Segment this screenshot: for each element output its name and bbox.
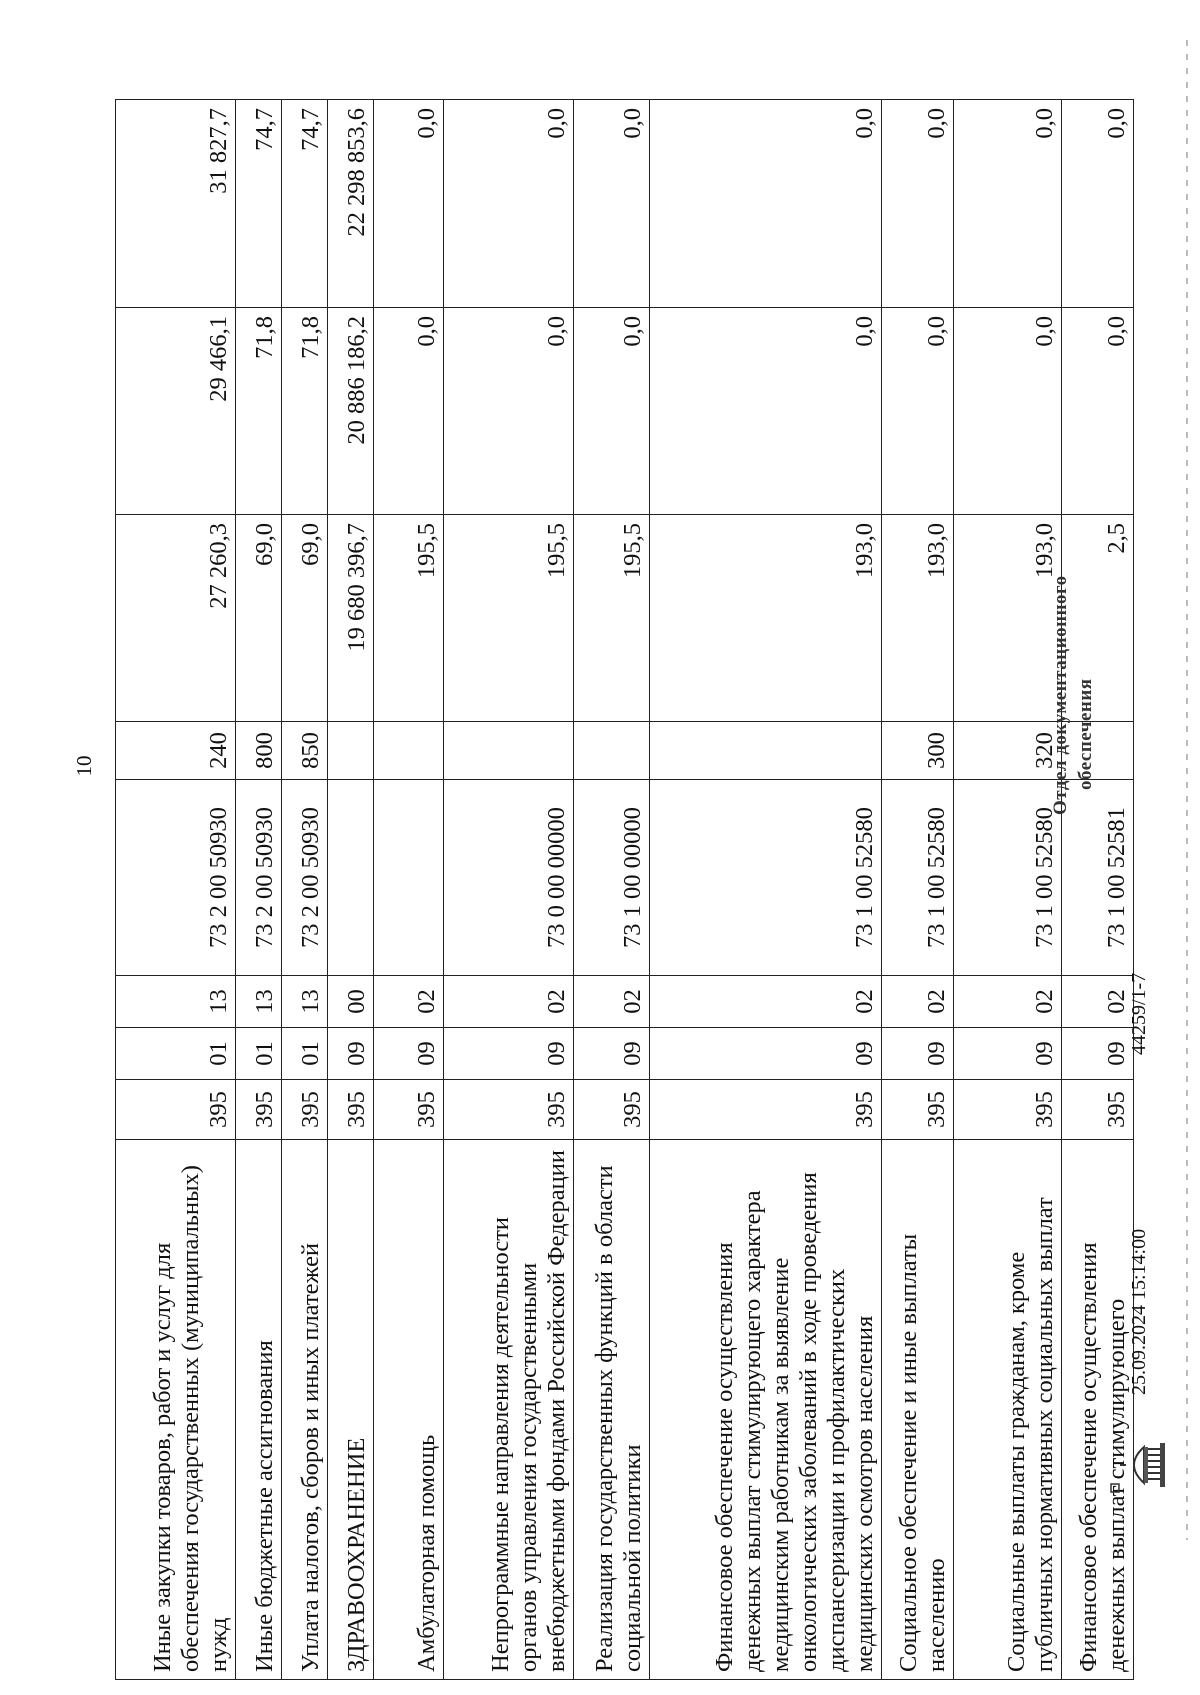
cell-expense-type bbox=[1062, 722, 1134, 780]
cell-expense-type bbox=[374, 722, 444, 780]
cell-name: Социальные выплаты гражданам, кроме публичных нормативных социальных выплат bbox=[954, 1140, 1062, 1680]
cell-amount-2: 0,0 bbox=[954, 308, 1062, 515]
cell-department-code: 395 bbox=[374, 1080, 444, 1140]
cell-subsection-code: 02 bbox=[650, 976, 882, 1028]
cell-department-code: 395 bbox=[882, 1080, 954, 1140]
cell-amount-1: 195,5 bbox=[374, 515, 444, 722]
footer-document-id: 44259/1-7 bbox=[1128, 972, 1150, 1055]
cell-name: Иные бюджетные ассигнования bbox=[236, 1140, 282, 1680]
cell-subsection-code: 02 bbox=[954, 976, 1062, 1028]
cell-target-article: 73 2 00 50930 bbox=[236, 780, 282, 976]
budget-table-body bbox=[116, 100, 1134, 1680]
cell-department-code: 395 bbox=[282, 1080, 328, 1140]
cell-amount-2: 0,0 bbox=[374, 308, 444, 515]
cell-amount-2: 71,8 bbox=[236, 308, 282, 515]
cell-department-code: 395 bbox=[1062, 1080, 1134, 1140]
table-row bbox=[374, 100, 444, 1680]
cell-expense-type: 850 bbox=[282, 722, 328, 780]
cell-name: Уплата налогов, сборов и иных платежей bbox=[282, 1140, 328, 1680]
cell-department-code: 395 bbox=[236, 1080, 282, 1140]
cell-department-code: 395 bbox=[328, 1080, 374, 1140]
cell-amount-2: 0,0 bbox=[882, 308, 954, 515]
cell-section-code: 01 bbox=[282, 1028, 328, 1080]
cell-name: Финансовое обеспечение осуществления денежных выплат стимулирующего характера медицинским работникам за выявление онкологических заболеваний в ходе проведения диспансеризации и профилактических медицинских осмотров населения bbox=[650, 1140, 882, 1680]
table-row bbox=[882, 100, 954, 1680]
cell-expense-type: 240 bbox=[116, 722, 236, 780]
cell-department-code: 395 bbox=[444, 1080, 574, 1140]
table-row bbox=[954, 100, 1062, 1680]
cell-name: Реализация государственных функций в области социальной политики bbox=[574, 1140, 650, 1680]
cell-name: Непрограммные направления деятельности органов управления государственными внебюджетными фондами Российской Федерации bbox=[444, 1140, 574, 1680]
cell-amount-3: 0,0 bbox=[444, 100, 574, 308]
footer-datetime: 25.09.2024 15:14:00 bbox=[1128, 1228, 1150, 1395]
cell-subsection-code: 00 bbox=[328, 976, 374, 1028]
cell-section-code: 09 bbox=[444, 1028, 574, 1080]
cell-amount-3: 74,7 bbox=[236, 100, 282, 308]
cell-amount-3: 22 298 853,6 bbox=[328, 100, 374, 308]
cell-amount-1: 195,5 bbox=[574, 515, 650, 722]
cell-expense-type: 800 bbox=[236, 722, 282, 780]
cell-subsection-code: 02 bbox=[374, 976, 444, 1028]
cell-section-code: 09 bbox=[650, 1028, 882, 1080]
table-row bbox=[282, 100, 328, 1680]
cell-amount-2: 0,0 bbox=[574, 308, 650, 515]
cell-subsection-code: 13 bbox=[116, 976, 236, 1028]
page-number: 10 bbox=[72, 755, 96, 777]
cell-amount-3: 0,0 bbox=[374, 100, 444, 308]
budget-table bbox=[115, 99, 1134, 1680]
cell-expense-type: 300 bbox=[882, 722, 954, 780]
cell-department-code: 395 bbox=[650, 1080, 882, 1140]
cell-target-article: 73 2 00 50930 bbox=[282, 780, 328, 976]
cell-amount-1: 193,0 bbox=[650, 515, 882, 722]
cell-target-article bbox=[328, 780, 374, 976]
cell-expense-type bbox=[444, 722, 574, 780]
cell-subsection-code: 02 bbox=[574, 976, 650, 1028]
cell-target-article: 73 0 00 00000 bbox=[444, 780, 574, 976]
cell-amount-1: 69,0 bbox=[236, 515, 282, 722]
cell-subsection-code: 02 bbox=[1062, 976, 1134, 1028]
cell-name: Иные закупки товаров, работ и услуг для обеспечения государственных (муниципальных) нужд bbox=[116, 1140, 236, 1680]
cell-amount-1: 27 260,3 bbox=[116, 515, 236, 722]
cell-subsection-code: 02 bbox=[882, 976, 954, 1028]
cell-amount-1: 193,0 bbox=[954, 515, 1062, 722]
cell-amount-1: 195,5 bbox=[444, 515, 574, 722]
cell-section-code: 09 bbox=[882, 1028, 954, 1080]
cell-target-article: 73 1 00 00000 bbox=[574, 780, 650, 976]
cell-department-code: 395 bbox=[116, 1080, 236, 1140]
table-row bbox=[650, 100, 882, 1680]
cell-section-code: 09 bbox=[328, 1028, 374, 1080]
department-stamp-line-1: Отдел документационного bbox=[1050, 575, 1071, 815]
cell-department-code: 395 bbox=[954, 1080, 1062, 1140]
cell-target-article bbox=[374, 780, 444, 976]
cell-section-code: 09 bbox=[1062, 1028, 1134, 1080]
cell-amount-3: 0,0 bbox=[574, 100, 650, 308]
cell-amount-1: 69,0 bbox=[282, 515, 328, 722]
table-row bbox=[328, 100, 374, 1680]
table-row bbox=[236, 100, 282, 1680]
cell-section-code: 01 bbox=[236, 1028, 282, 1080]
emblem-building-icon bbox=[1110, 1435, 1170, 1495]
cell-amount-2: 0,0 bbox=[1062, 308, 1134, 515]
cell-amount-2: 0,0 bbox=[444, 308, 574, 515]
cell-amount-3: 0,0 bbox=[1062, 100, 1134, 308]
cell-expense-type: 320 bbox=[954, 722, 1062, 780]
cell-subsection-code: 13 bbox=[282, 976, 328, 1028]
cell-amount-3: 74,7 bbox=[282, 100, 328, 308]
cell-target-article: 73 1 00 52580 bbox=[650, 780, 882, 976]
table-row bbox=[444, 100, 574, 1680]
cell-amount-3: 31 827,7 bbox=[116, 100, 236, 308]
cell-department-code: 395 bbox=[574, 1080, 650, 1140]
cell-name: ЗДРАВООХРАНЕНИЕ bbox=[328, 1140, 374, 1680]
cell-name: Финансовое обеспечение осуществления денежных выплат стимулирующего bbox=[1062, 1140, 1134, 1680]
cell-subsection-code: 02 bbox=[444, 976, 574, 1028]
cell-expense-type bbox=[328, 722, 374, 780]
department-stamp-line-2: обеспечения bbox=[1075, 678, 1096, 790]
cell-target-article: 73 1 00 52580 bbox=[954, 780, 1062, 976]
cell-amount-2: 0,0 bbox=[650, 308, 882, 515]
cell-target-article: 73 1 00 52580 bbox=[882, 780, 954, 976]
cell-amount-1: 19 680 396,7 bbox=[328, 515, 374, 722]
cell-name: Амбулаторная помощь bbox=[374, 1140, 444, 1680]
cell-amount-2: 71,8 bbox=[282, 308, 328, 515]
cell-section-code: 09 bbox=[574, 1028, 650, 1080]
table-row bbox=[116, 100, 236, 1680]
cell-name: Социальное обеспечение и иные выплаты населению bbox=[882, 1140, 954, 1680]
cell-amount-1: 193,0 bbox=[882, 515, 954, 722]
cell-section-code: 09 bbox=[954, 1028, 1062, 1080]
cell-amount-2: 20 886 186,2 bbox=[328, 308, 374, 515]
cell-target-article: 73 2 00 50930 bbox=[116, 780, 236, 976]
cell-amount-2: 29 466,1 bbox=[116, 308, 236, 515]
cell-section-code: 01 bbox=[116, 1028, 236, 1080]
cell-amount-3: 0,0 bbox=[650, 100, 882, 308]
cell-expense-type bbox=[650, 722, 882, 780]
cell-section-code: 09 bbox=[374, 1028, 444, 1080]
cell-subsection-code: 13 bbox=[236, 976, 282, 1028]
table-row bbox=[574, 100, 650, 1680]
cell-target-article: 73 1 00 52581 bbox=[1062, 780, 1134, 976]
cell-amount-1: 2,5 bbox=[1062, 515, 1134, 722]
cell-amount-3: 0,0 bbox=[882, 100, 954, 308]
cell-amount-3: 0,0 bbox=[954, 100, 1062, 308]
cell-expense-type bbox=[574, 722, 650, 780]
